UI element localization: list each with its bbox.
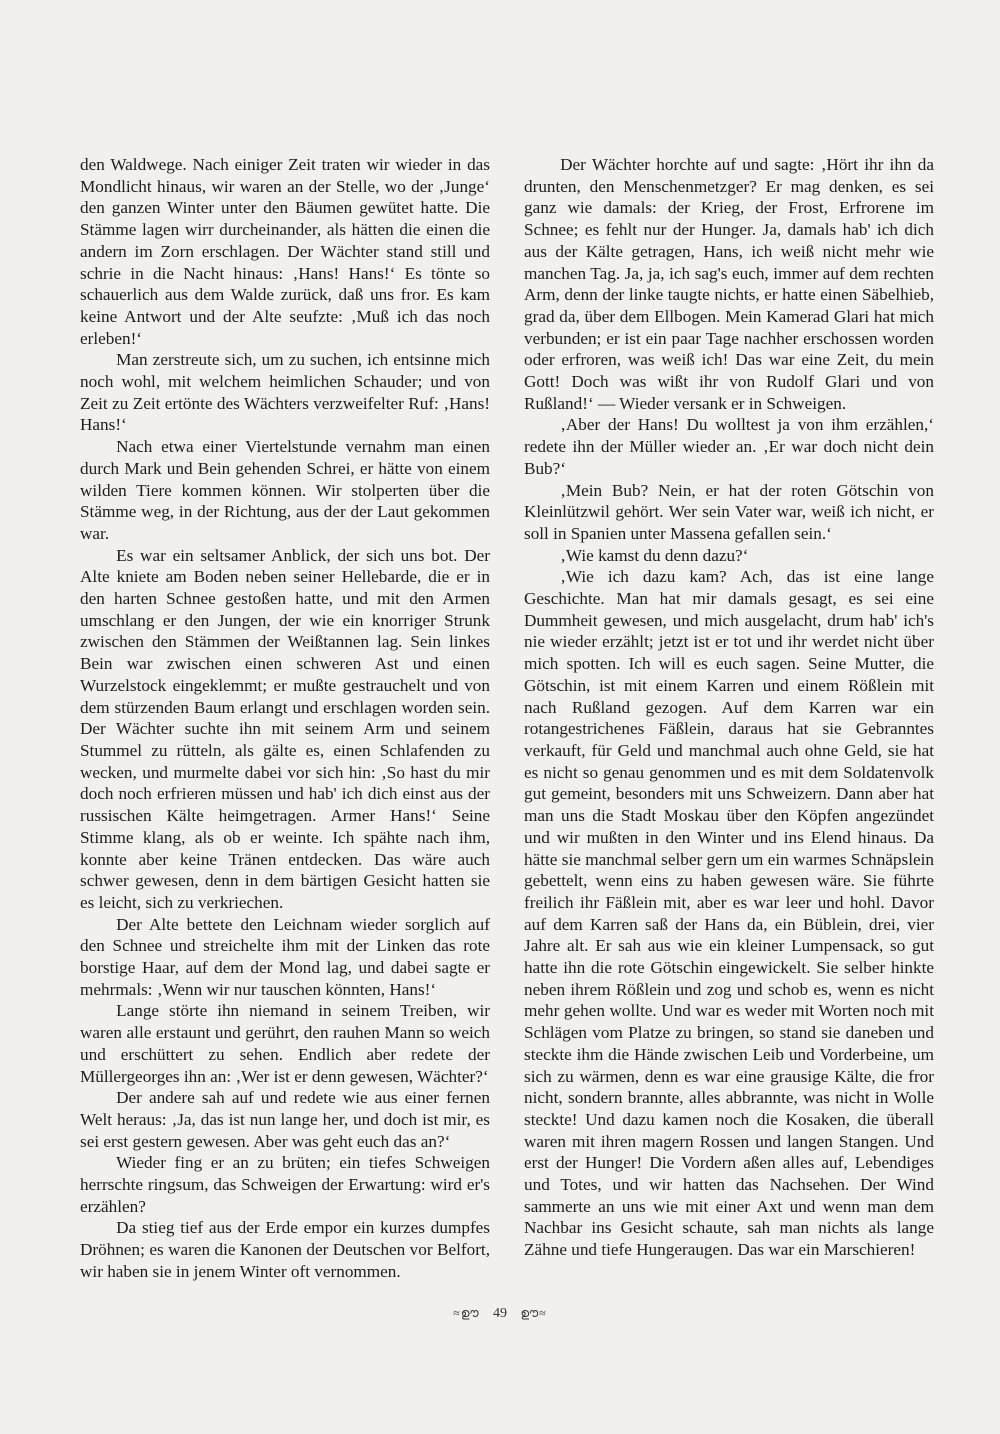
paragraph: Der Alte bettete den Leichnam wieder sorglich auf den Schnee und streichelte ihm mit der Linken das rote borstige Haar, auf dem der Mond lag, und dabei sagte er mehrmals: ‚Wenn wir nur tauschen könnten, Hans!‘	[80, 914, 490, 999]
paragraph: ‚Mein Bub? Nein, er hat der roten Götschin von Kleinlützwil gehört. Wer sein Vater war, weiß ich nicht, er soll in Spanien unter Massena gefallen sein.‘	[524, 480, 934, 543]
paragraph: Der Wächter horchte auf und sagte: ‚Hört ihr ihn da drunten, den Menschenmetzger? Er mag denken, es sei ganz wie damals: der Krieg, der Frost, Erfrorene im Schnee; es fehlt nur der Hunger. Ja, damals hab' ich dich aus der Kälte getragen, Hans, ich weiß nicht mehr wie manchen Tag. Ja, ja, ich sag's euch, immer auf dem rechten Arm, denn der linke taugte nichts, er hatte einen Säbelhieb, grad da, über dem Ellbogen. Mein Kamerad Glari hat mich verbunden; er ist ein paar Tage nachher erschossen worden oder erfroren, was weiß ich! Das war eine Zeit, du mein Gott! Doch was wißt ihr von Rudolf Glari und von Rußland!‘ — Wieder versank er in Schweigen.	[524, 155, 934, 413]
left-text-column	[80, 154, 490, 1283]
paragraph: ‚Wie kamst du denn dazu?‘	[560, 545, 749, 565]
paragraph: Lange störte ihn niemand in seinem Treiben, wir waren alle erstaunt und gerührt, den rauhen Mann so weich und erschüttert zu sehen. Endlich aber redete der Müllergeorges ihn an: ‚Wer ist er denn gewesen, Wächter?‘	[80, 1001, 490, 1086]
paragraph: ‚Aber der Hans! Du wolltest ja von ihm erzählen,‘ redete ihn der Müller wieder an. ‚Er war doch nicht dein Bub?‘	[524, 415, 934, 478]
paragraph: Nach etwa einer Viertelstunde vernahm man einen durch Mark und Bein gehenden Schrei, er hätte von einem wilden Tiere kommen können. Wir stolperten über die Stämme weg, in der Richtung, aus der der Laut gekommen war.	[80, 437, 490, 543]
paragraph: Da stieg tief aus der Erde empor ein kurzes dumpfes Dröhnen; es waren die Kanonen der Deutschen vor Belfort, wir haben sie in jenem Winter oft vernommen.	[80, 1218, 490, 1281]
right-text-column	[524, 154, 934, 1261]
ornament-right-icon: ഊ≈	[520, 1306, 547, 1320]
paragraph: den Waldwege. Nach einiger Zeit traten wir wieder in das Mondlicht hinaus, wir waren an der Stelle, wo der ‚Junge‘ den ganzen Winter unter den Bäumen gewütet hatte. Die Stämme lagen wirr durcheinander, als hätten die einen die andern im Zorn erschlagen. Der Wächter stand still und schrie in die Nacht hinaus: ‚Hans! Hans!‘ Es tönte so schauerlich aus dem Walde zurück, daß uns fror. Es kam keine Antwort und der Alte seufzte: ‚Muß ich das noch erleben!‘	[80, 155, 490, 348]
page-number: 49	[493, 1306, 507, 1321]
ornament-left-icon: ≈ഊ	[453, 1306, 480, 1320]
paragraph: Es war ein seltsamer Anblick, der sich uns bot. Der Alte kniete am Boden neben seiner Hellebarde, die er in den harten Schnee gestoßen hatte, und mit den Armen umschlang er den Jungen, der wie ein knorriger Strunk zwischen den Stämmen der Weißtannen lag. Sein linkes Bein war zwischen einen schweren Ast und einen Wurzelstock eingeklemmt; er mußte gestrauchelt und von dem stürzenden Baum erlangt und erschlagen worden sein. Der Wächter suchte ihn mit seinem Arm und seinem Stummel zu rütteln, als gälte es, einen Schlafenden zu wecken, und murmelte dabei vor sich hin: ‚So hast du mir doch noch erfrieren müssen und hab' ich dich einst aus der russischen Kälte heimgetragen. Armer Hans!‘ Seine Stimme klang, als ob er weinte. Ich spähte nach ihm, konnte aber keine Tränen entdecken. Das wäre auch schwer gewesen, denn in dem bärtigen Gesicht hatten sie es leicht, sich zu verkriechen.	[80, 545, 490, 912]
paragraph: Der andere sah auf und redete wie aus einer fernen Welt heraus: ‚Ja, das ist nun lange her, und doch ist mir, es sei erst gestern gewesen. Aber was geht euch das an?‘	[80, 1088, 490, 1151]
page-footer	[0, 1306, 1000, 1322]
paragraph: ‚Wie ich dazu kam? Ach, das ist eine lange Geschichte. Man hat mir damals gesagt, es sei eine Dummheit gewesen, und mich ausgelacht, drum hab' ich's nie wieder erzählt; jetzt ist er tot und ihr werdet nicht über mich spotten. Ich will es euch sagen. Seine Mutter, die Götschin, ist mit einem Karren und einem Rößlein mit nach Rußland gezogen. Auf dem Karren war ein rotangestrichenes Fäßlein, daraus hat sie Gebranntes verkauft, für Geld und manchmal auch ohne Geld, sie hat es nicht so genau genommen und es mit dem Soldatenvolk gut gemeint, besonders mit uns Schweizern. Dann aber hat man uns die Stadt Moskau über den Köpfen angezündet und wir mußten in den Winter und ins Elend hinaus. Da hätte sie manchmal selber gern um ein warmes Schnäpslein gebettelt, wenn eins zu haben gewesen wäre. Sie führte freilich ihr Fäßlein mit, aber es war leer und hohl. Davor auf dem Karren saß der Hans da, ein Büblein, drei, vier Jahre alt. Er sah aus wie ein kleiner Lumpensack, so gut hatte ihn die rote Götschin eingewickelt. Sie selber hinkte neben ihrem Rößlein und zog und schob es, wenn es nicht mehr gehen wollte. Und war es weder mit Worten noch mit Schlägen vom Platze zu bringen, so stand sie daneben und steckte ihm die Hände zwischen Leib und Vorderbeine, um sich zu wärmen, denn es war eine grausige Kälte, die fror nicht, sondern brannte, alles abbrannte, was nicht in Wolle steckte! Und dazu kamen noch die Kosaken, die überall waren mit ihren magern Rossen und langen Stangen. Und erst der Hunger! Die Vordern aßen alles auf, Lebendiges und Totes, und wir hatten das Nachsehen. Der Wind sammerte an uns wie mit einer Axt und wenn man dem Nachbar ins Gesicht schaute, sah man nichts als lange Zähne und tiefe Hungeraugen. Das war ein Marschieren!	[524, 567, 934, 1260]
paragraph: Wieder fing er an zu brüten; ein tiefes Schweigen herrschte ringsum, das Schweigen der Erwartung: wird er's erzählen?	[80, 1153, 490, 1216]
paragraph: Man zerstreute sich, um zu suchen, ich entsinne mich noch wohl, mit welchem heimlichen Schauder; und von Zeit zu Zeit ertönte des Wächters verzweifelter Ruf: ‚Hans! Hans!‘	[80, 350, 490, 435]
